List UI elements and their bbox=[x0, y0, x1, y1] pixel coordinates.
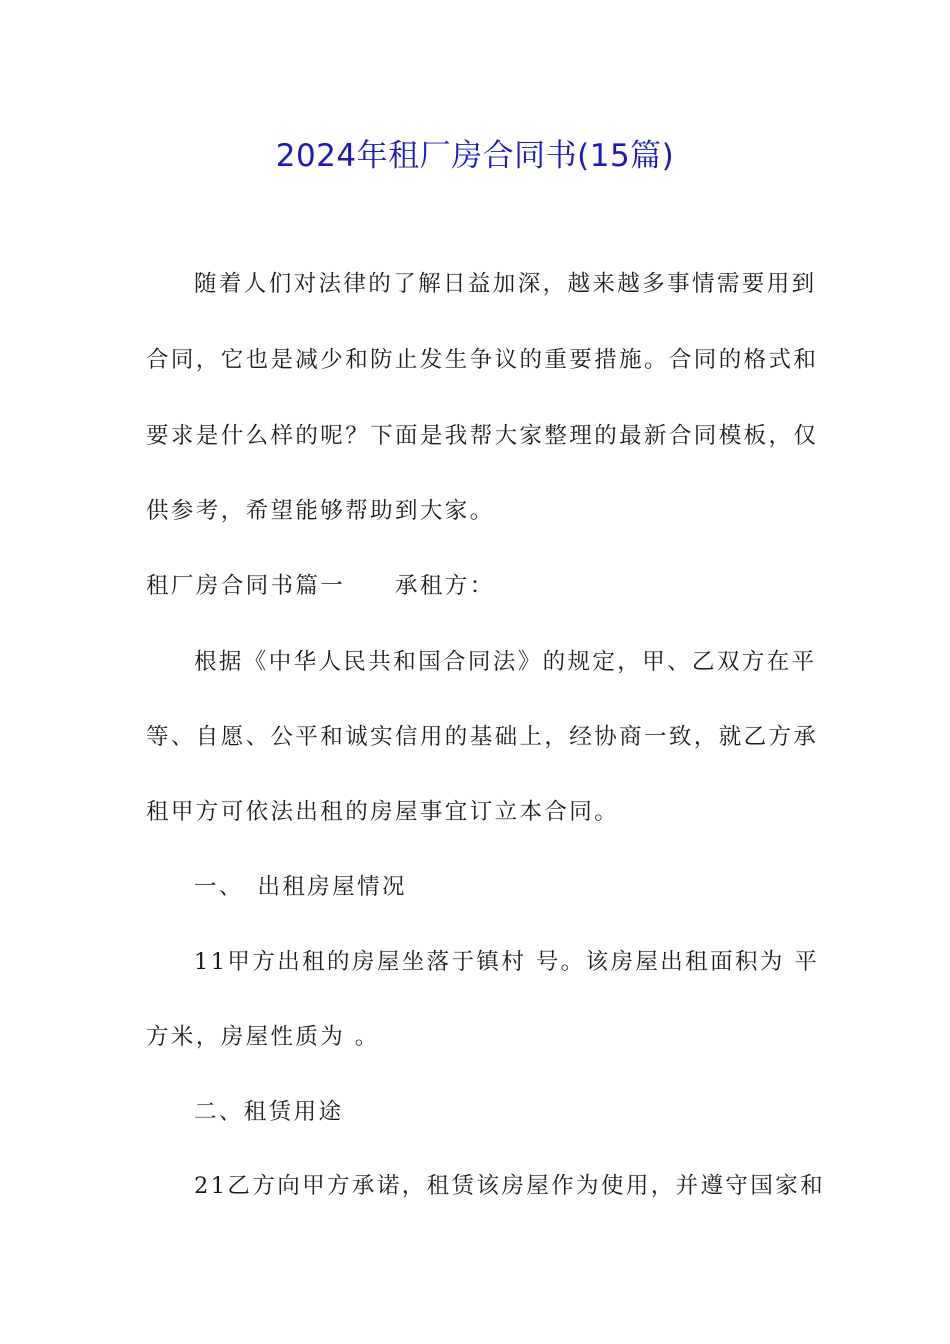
section-heading: 租厂房合同书篇一 承租方： bbox=[146, 573, 495, 599]
clause-heading: 二、租赁用途 bbox=[194, 1099, 344, 1125]
paragraph-line: 随着人们对法律的了解日益加深，越来越多事情需要用到 bbox=[194, 271, 817, 297]
paragraph-line: 供参考，希望能够帮助到大家。 bbox=[146, 498, 495, 524]
paragraph-line: 11甲方出租的房屋坐落于镇村 号。该房屋出租面积为 平 bbox=[194, 949, 820, 975]
paragraph-line: 合同，它也是减少和防止发生争议的重要措施。合同的格式和 bbox=[146, 347, 819, 373]
document-title: 2024年租厂房合同书(15篇) bbox=[275, 138, 675, 174]
paragraph-line: 21乙方向甲方承诺，租赁该房屋作为使用，并遵守国家和 bbox=[194, 1173, 826, 1199]
paragraph-line: 要求是什么样的呢？下面是我帮大家整理的最新合同模板，仅 bbox=[146, 423, 819, 449]
clause-heading: 一、 出租房屋情况 bbox=[194, 874, 407, 900]
paragraph-line: 根据《中华人民共和国合同法》的规定，甲、乙双方在平 bbox=[194, 649, 817, 675]
paragraph-line: 等、自愿、公平和诚实信用的基础上，经协商一致，就乙方承 bbox=[146, 724, 819, 750]
paragraph-line: 方米，房屋性质为 。 bbox=[146, 1024, 380, 1050]
paragraph-line: 租甲方可依法出租的房屋事宜订立本合同。 bbox=[146, 799, 620, 825]
